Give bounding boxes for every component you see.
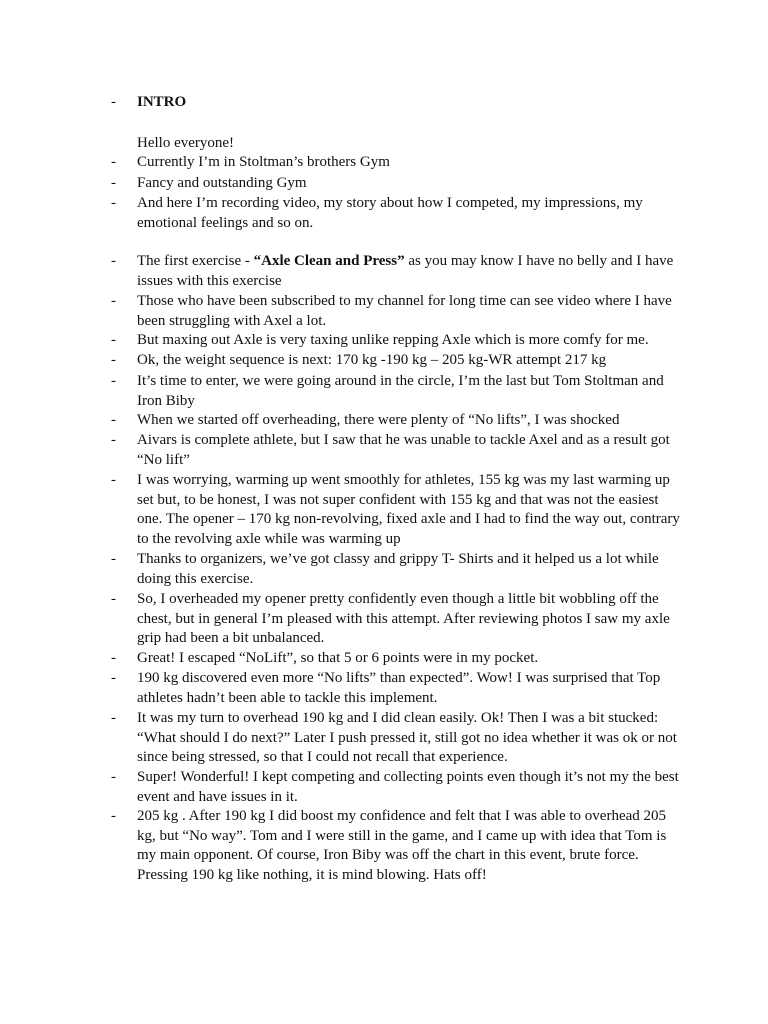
bullet-dash: - [111, 175, 116, 191]
bullet-text: But maxing out Axle is very taxing unlike repping Axle which is more comfy for me. [137, 332, 649, 348]
bullet-text: Fancy and outstanding Gym [137, 175, 307, 191]
exercise-name: “Axle Clean and Press” [253, 253, 405, 269]
bullet-text: 190 kg discovered even more “No lifts” than expected”. Wow! I was surprised that Top athletes hadn’t been able to tackle this implement. [137, 670, 661, 706]
bullet-dash: - [111, 293, 116, 309]
bullet-dash: - [111, 591, 116, 607]
bullet-dash: - [111, 94, 116, 110]
intro-heading: INTRO [137, 94, 187, 110]
bullet-dash: - [111, 808, 116, 824]
first-exercise-prefix: The first exercise - [137, 253, 254, 269]
bullet-dash: - [111, 710, 116, 726]
bullet-dash: - [111, 154, 116, 170]
bullet-dash: - [111, 195, 116, 211]
bullet-text: Super! Wonderful! I kept competing and collecting points even though it’s not my the best event and have issues in it. [137, 769, 679, 805]
bullet-text: 205 kg . After 190 kg I did boost my confidence and felt that I was able to overhead 205 kg, but “No way”. Tom and I were still in the game, and I came up with idea that Tom is my main opponent. Of course, Iron Biby was off the chart in this event, brute force. Pressing 190 kg like nothing, it is mind blowing. Hats off! [137, 808, 667, 883]
bullet-text: And here I’m recording video, my story about how I competed, my impressions, my emotional feelings and so on. [137, 195, 643, 231]
bullet-text: Ok, the weight sequence is next: 170 kg -190 kg – 205 kg-WR attempt 217 kg [137, 352, 607, 368]
bullet-text: Thanks to organizers, we’ve got classy and grippy T- Shirts and it helped us a lot while doing this exercise. [137, 551, 659, 587]
bullet-text: Great! I escaped “NoLift”, so that 5 or 6 points were in my pocket. [137, 650, 539, 666]
bullet-dash: - [111, 650, 116, 666]
bullet-dash: - [111, 551, 116, 567]
bullet-text: So, I overheaded my opener pretty confidently even though a little bit wobbling off the chest, but in general I’m pleased with this attempt. After reviewing photos I saw my axle grip had been a bit unbalanced. [137, 591, 670, 647]
bullet-dash: - [111, 432, 116, 448]
bullet-dash: - [111, 352, 116, 368]
first-exercise-text [137, 252, 685, 291]
bullet-text: It was my turn to overhead 190 kg and I did clean easily. Ok! Then I was a bit stucked: “What should I do next?” Later I push pressed it, still got no idea whether it was ok or not since being stressed, so that I could not recall that experience. [137, 710, 677, 766]
bullet-text: Those who have been subscribed to my channel for long time can see video where I have been struggling with Axel a lot. [137, 293, 672, 329]
bullet-dash: - [111, 769, 116, 785]
bullet-text: I was worrying, warming up went smoothly for athletes, 155 kg was my last warming up set but, to be honest, I was not super confident with 155 kg and that was not the easiest one. The opener – 170 kg non-revolving, fixed axle and I had to find the way out, contrary to the revolving axle while was warming up [137, 472, 680, 547]
bullet-dash: - [111, 373, 116, 389]
bullet-dash: - [111, 332, 116, 348]
bullet-text: Aivars is complete athlete, but I saw that he was unable to tackle Axel and as a result got “No lift” [137, 432, 670, 468]
greeting-text: Hello everyone! [137, 135, 235, 151]
bullet-text: Currently I’m in Stoltman’s brothers Gym [137, 154, 390, 170]
bullet-dash: - [111, 253, 116, 269]
bullet-text: It’s time to enter, we were going around in the circle, I’m the last but Tom Stoltman and Iron Biby [137, 373, 664, 409]
bullet-dash: - [111, 670, 116, 686]
bullet-dash: - [111, 472, 116, 488]
first-exercise-suffix: as you may know I have no belly and I have issues with this exercise [137, 253, 674, 289]
bullet-text: When we started off overheading, there were plenty of “No lifts”, I was shocked [137, 412, 620, 428]
bullet-dash: - [111, 412, 116, 428]
